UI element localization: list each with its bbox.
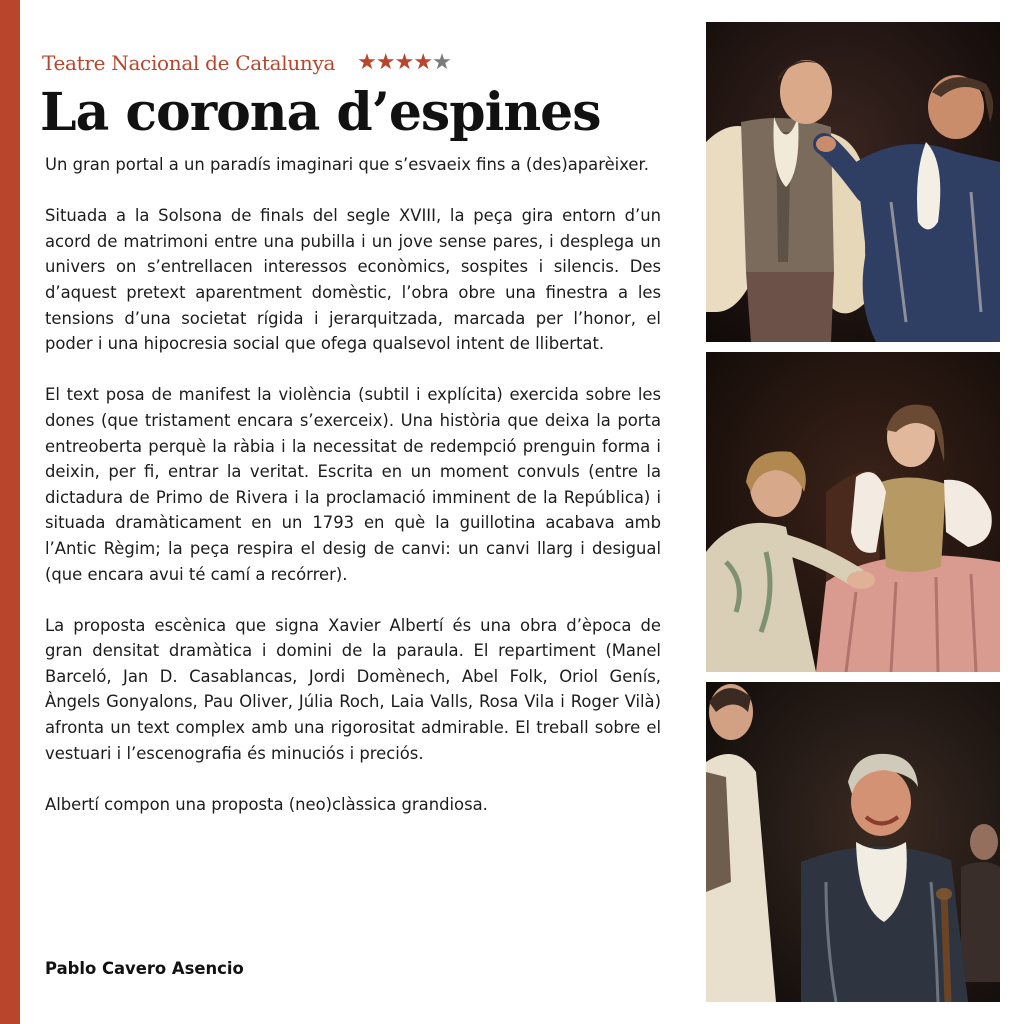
star-icon: ★: [357, 50, 376, 75]
review-body: [45, 152, 661, 843]
author-name: Pablo Cavero Asencio: [45, 959, 244, 978]
venue-name: Teatre Nacional de Catalunya: [42, 51, 336, 75]
star-icon: ★: [413, 50, 433, 75]
stage-photo-3: [706, 682, 1000, 1002]
review-paragraph: Situada a la Solsona de finals del segle XVIII, la peça gira entorn d’un acord de matrimoni entre una pubilla i un jove sense pares, i desplega un univers on s’entrellacen interessos econòmics, sospites i silencis. Des d’aquest pretext aparentment domèstic, l’obra obre una finestra a les tensions d’una societat rígida i jerarquitzada, marcada per l’honor, el poder i una hipocresia social que ofega qualsevol intent de llibertat.: [45, 206, 661, 354]
review-paragraph: Albertí compon una proposta (neo)clàssica grandiosa.: [45, 794, 488, 814]
stage-photo-2: [706, 352, 1000, 672]
star-icon: ★: [394, 50, 414, 75]
stage-photo-1-illustration: [706, 22, 1000, 342]
accent-side-bar: [0, 0, 20, 1024]
review-paragraph: El text posa de manifest la violència (subtil i explícita) exercida sobre les dones (que tristament encara s’exerceix). Una història que deixa la porta entreoberta perquè la ràbia i la necessitat de redempció prenguin forma i deixin, per fi, entrar la veritat. Escrita en un moment convuls (entre la dictadura de Primo de Rivera i la proclamació imminent de la República) i situada dramàticament en un 1793 en què la guillotina acabava amb l’Antic Règim; la peça respira el desig de canvi: un canvi llarg i desigual (que encara avui té camí a recórrer).: [45, 385, 661, 584]
stage-photo-2-illustration: [706, 352, 1000, 672]
venue-rating-row: [42, 50, 451, 76]
star-icon: ★: [432, 50, 451, 75]
review-paragraph: La proposta escènica que signa Xavier Albertí és una obra d’època de gran densitat dramàtica i domini de la paraula. El repartiment (Manel Barceló, Jan D. Casablancas, Jordi Domènech, Abel Folk, Oriol Genís, Àngels Gonyalons, Pau Oliver, Júlia Roch, Laia Valls, Rosa Vila i Roger Vilà) afronta un text complex amb una rigorositat admirable. El treball sobre el vestuari i l’escenografia és minuciós i preciós.: [45, 615, 661, 763]
review-paragraph: Un gran portal a un paradís imaginari que s’esvaeix fins a (des)aparèixer.: [45, 155, 649, 174]
stage-photo-3-illustration: [706, 682, 1000, 1002]
stage-photo-1: [706, 22, 1000, 342]
star-rating: [357, 50, 451, 76]
play-title: La corona d’espines: [40, 82, 601, 143]
star-icon: ★: [375, 50, 395, 75]
